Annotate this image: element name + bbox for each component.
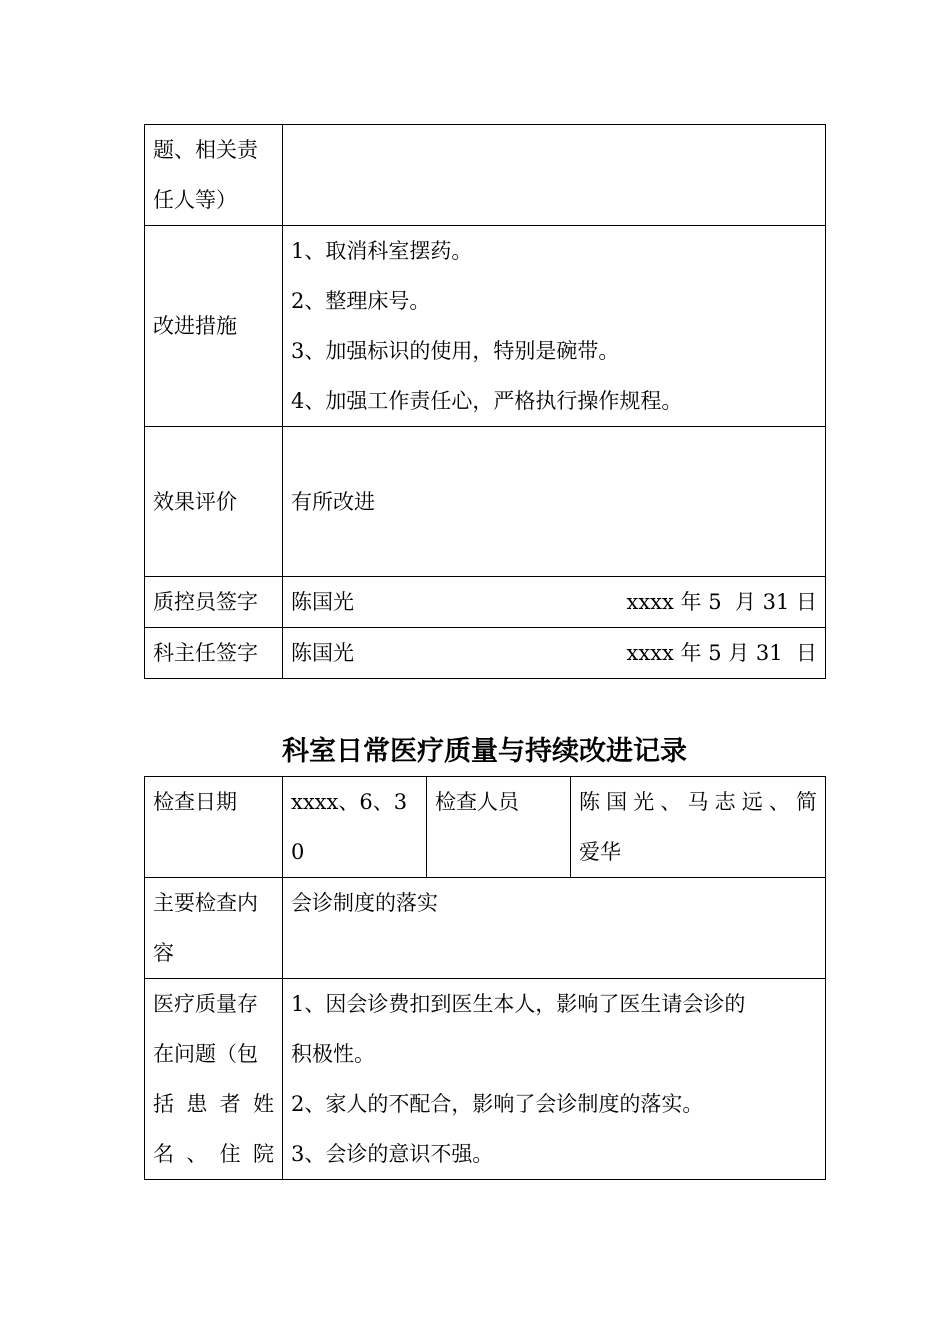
measures-label: 改进措施: [145, 226, 283, 427]
record-title: 科室日常医疗质量与持续改进记录: [282, 736, 687, 767]
quality-record-table: [144, 776, 826, 1180]
table-row: [145, 125, 826, 226]
issues-label-line: 医疗质量存: [153, 992, 258, 1016]
qc-sign-label: 质控员签字: [145, 577, 283, 628]
director-sign-cell: [283, 628, 826, 679]
inspector-line: 陈国光、马志远、简: [579, 790, 817, 814]
inspector-value-cell: [571, 777, 826, 878]
inspector-line: 爱华: [579, 840, 621, 864]
director-sign-date: xxxx 年 5 月 31 日: [626, 641, 817, 665]
measures-value-cell: [283, 226, 826, 427]
issue-label-cell: [145, 125, 283, 226]
qc-sign-cell: [283, 577, 826, 628]
issue-item: 1、因会诊费扣到医生本人，影响了医生请会诊的: [291, 992, 746, 1016]
quality-record-table-continued: [144, 124, 826, 679]
content-value: 会诊制度的落实: [283, 878, 826, 979]
issue-value-cell: [283, 125, 826, 226]
issue-item: 3、会诊的意识不强。: [291, 1142, 494, 1166]
director-signer-name: 陈国光: [291, 641, 354, 665]
qc-signer-name: 陈国光: [291, 590, 354, 614]
issues-label-line: 括 患 者 姓: [153, 1092, 274, 1116]
table-row: [145, 979, 826, 1180]
measure-item: 3、加强标识的使用，特别是碗带。: [291, 339, 620, 363]
check-date-label: 检查日期: [145, 777, 283, 878]
table-row: [145, 226, 826, 427]
issues-value-cell: [283, 979, 826, 1180]
effect-value: 有所改进: [283, 427, 826, 577]
content-label-line: 容: [153, 941, 174, 965]
table-row: [145, 427, 826, 577]
content-label-line: 主要检查内: [153, 891, 258, 915]
issues-label-line: 名 、 住 院: [153, 1142, 274, 1166]
director-sign-label: 科主任签字: [145, 628, 283, 679]
table-row: [145, 628, 826, 679]
check-date-line: xxxx、6、3: [291, 790, 408, 814]
effect-label: 效果评价: [145, 427, 283, 577]
check-date-value-cell: [283, 777, 427, 878]
table-row: [145, 577, 826, 628]
issues-label-cell: [145, 979, 283, 1180]
issue-label-line: 题、相关责: [153, 138, 258, 162]
measure-item: 4、加强工作责任心，严格执行操作规程。: [291, 389, 683, 413]
issue-label-line: 任人等）: [153, 188, 237, 212]
issue-item: 2、家人的不配合，影响了会诊制度的落实。: [291, 1092, 704, 1116]
check-date-line: 0: [291, 840, 305, 864]
content-label-cell: [145, 878, 283, 979]
measure-item: 1、取消科室摆药。: [291, 239, 473, 263]
inspector-label: 检查人员: [427, 777, 571, 878]
qc-sign-date: xxxx 年 5 月 31 日: [626, 590, 817, 614]
measure-item: 2、整理床号。: [291, 289, 431, 313]
table-row: [145, 777, 826, 878]
issues-label-line: 在问题（包: [153, 1042, 258, 1066]
table-row: [145, 878, 826, 979]
issue-item: 积极性。: [291, 1042, 375, 1066]
